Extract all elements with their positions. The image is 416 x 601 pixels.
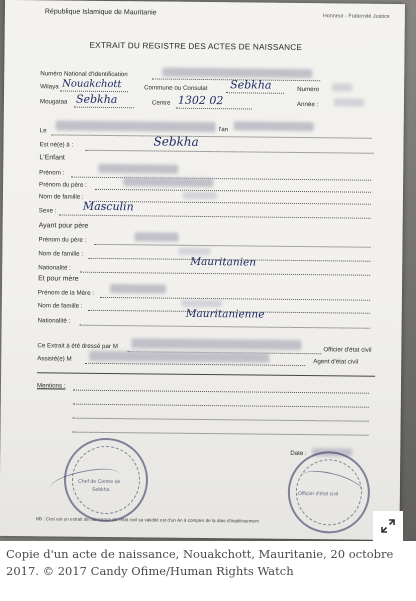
- agent-label: Agent d'état civil: [313, 358, 359, 366]
- nom-de-famille-redacted: [178, 248, 210, 255]
- sexe-value: Masculin: [82, 199, 134, 214]
- prenom-pere-redacted: [123, 177, 213, 187]
- sexe-line: [59, 214, 371, 218]
- birthplace-line: [85, 150, 373, 154]
- nni-redacted: [162, 68, 312, 79]
- enfant-heading: L'Enfant: [39, 154, 65, 162]
- numero-label: Numéro: [297, 85, 320, 94]
- prenom-du-pere-redacted: [134, 232, 178, 241]
- mentions-line-4: [72, 432, 368, 436]
- header-motto: Honneur - Fraternité Justice: [322, 13, 390, 20]
- footer-note: NB : Ceci est un extrait de naissance de l'état civil sa validité est d'un An à compter de la date d'établissement: [35, 516, 259, 524]
- prenom-mere-label: Prénom de la Mère :: [37, 289, 95, 297]
- dresse-par-label: Ce Extrait à été dressé par M: [37, 342, 118, 351]
- prenom-pere-line: [95, 189, 371, 193]
- nni-label: Numéro National d'Identification: [40, 70, 128, 79]
- nationalite-pere-value: Mauritanien: [190, 255, 257, 269]
- officier-label: Officier d'état civil: [323, 346, 372, 354]
- commune-value: Sebkha: [230, 78, 272, 92]
- prenom-line: [71, 177, 371, 181]
- year-redacted: [234, 121, 314, 131]
- mentions-line-1: [73, 390, 369, 394]
- left-stamp-title: Chef de Centre de: [77, 478, 121, 486]
- agent-name-redacted: [89, 351, 269, 363]
- date-label: Date :: [290, 449, 307, 458]
- mentions-label: Mentions :: [36, 382, 66, 390]
- prenom-du-pere-line: [94, 244, 370, 248]
- photo-caption: Copie d'un acte de naissance, Nouakchott, Mauritanie, 20 octobre 2017. © 2017 Candy Ofime/Human Rights Watch: [6, 547, 394, 578]
- prenom-label: Prénom :: [39, 169, 65, 177]
- date-line: [52, 134, 372, 138]
- moughataa-line: [74, 107, 134, 109]
- wilaya-value: Nouakchott: [62, 78, 122, 91]
- annee-redacted: [334, 98, 364, 106]
- le-label: Le: [39, 127, 47, 135]
- centre-value: 1302 02: [177, 93, 224, 108]
- left-stamp-place: Sebkha: [91, 486, 110, 494]
- nationalite-mere-label: Nationalité :: [37, 317, 71, 325]
- nom-famille-mere-redacted: [182, 300, 222, 307]
- prenom-pere-label: Prénom du père :: [39, 181, 87, 189]
- agent-line: [85, 363, 305, 366]
- officier-name-redacted: [131, 338, 301, 350]
- mentions-line-3: [73, 418, 369, 422]
- prenom-mere-line: [100, 297, 370, 301]
- prenom-redacted: [98, 164, 178, 174]
- header-country: République Islamique de Mauritanie: [44, 8, 157, 17]
- numero-redacted: [332, 83, 352, 91]
- est-ne-label: Est né(e) à :: [39, 141, 74, 149]
- centre-line: [176, 108, 252, 110]
- date-redacted: [56, 120, 216, 132]
- nationalite-line: [80, 272, 370, 276]
- an-label: l'an: [218, 126, 229, 134]
- nom-famille-mere-label: Nom de famille :: [37, 302, 83, 310]
- expand-icon: [380, 518, 396, 534]
- nationalite-label: Nationalité :: [38, 264, 71, 272]
- nom-famille-label: Nom de famille :: [38, 193, 84, 201]
- right-stamp-title: Officier d'état civil: [297, 490, 339, 498]
- prenom-mere-redacted: [110, 284, 166, 294]
- sexe-label: Sexe :: [38, 207, 57, 215]
- prenom-du-pere-label: Prénom du père :: [38, 236, 87, 244]
- moughataa-value: Sebkha: [75, 92, 118, 107]
- pere-heading: Ayant pour père: [38, 222, 89, 230]
- commune-line: [226, 92, 284, 94]
- nom-famille-redacted: [183, 192, 217, 199]
- nationalite-mere-value: Mauritanienne: [185, 307, 265, 321]
- moughataa-label: Mougataa: [39, 98, 68, 106]
- expand-image-button[interactable]: [373, 511, 403, 541]
- commune-label: Commune ou Consulat: [144, 84, 208, 93]
- nationalite-mere-line: [80, 325, 370, 329]
- separator-line: [37, 372, 375, 377]
- nom-de-famille-label: Nom de famille :: [38, 250, 84, 258]
- wilaya-label: Wilaya: [40, 83, 59, 91]
- birthplace-value: Sebkha: [153, 134, 199, 149]
- document-title: EXTRAIT DU REGISTRE DES ACTES DE NAISSANCE: [89, 40, 303, 53]
- annee-label: Année :: [296, 100, 319, 109]
- mentions-line-2: [73, 404, 369, 408]
- mere-heading: Et pour mère: [38, 275, 79, 283]
- centre-label: Centre: [151, 99, 171, 107]
- assiste-label: Assisté(e) M: [37, 355, 72, 363]
